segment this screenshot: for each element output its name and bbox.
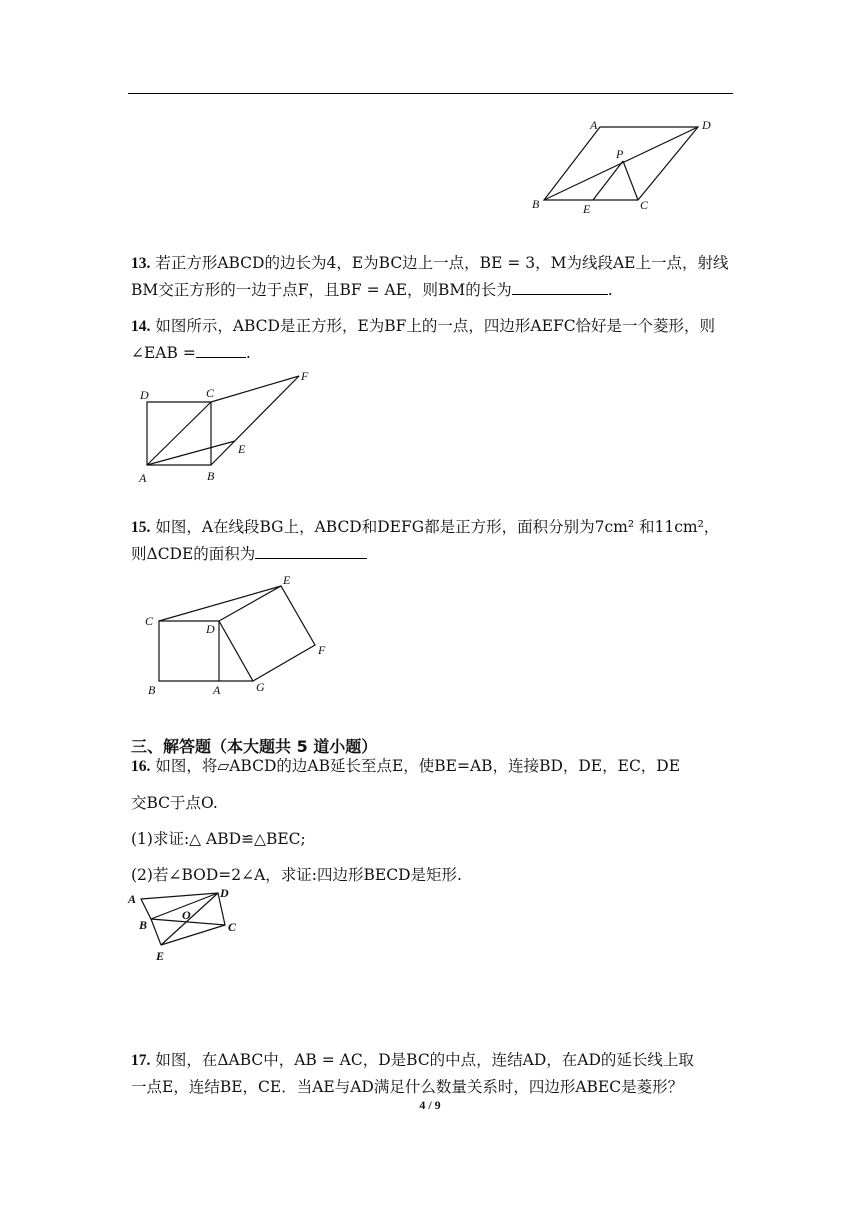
label-c: C [640, 198, 649, 212]
figure-parallelogram-abcd [530, 115, 720, 220]
question-13 [131, 250, 731, 303]
label-b: B [148, 683, 156, 697]
label-f: F [318, 643, 326, 657]
label-d: D [220, 886, 229, 900]
question-15 [131, 514, 731, 567]
question-part-2: (2)若∠BOD=2∠A，求证:四边形BECD是矩形. [131, 866, 462, 884]
label-c: C [228, 920, 237, 934]
section-title: 三、解答题（本大题共 5 道小题） [131, 737, 378, 756]
punctuation: . [607, 281, 613, 299]
question-16 [131, 754, 731, 887]
label-d: D [140, 388, 149, 402]
question-text-line1: 如图，在ΔABC中，AB = AC，D是BC的中点，连结AD，在AD的延长线上取 [155, 1051, 694, 1069]
label-p: P [616, 147, 624, 161]
label-e: E [283, 573, 291, 587]
label-a: A [590, 118, 598, 132]
question-number: 15. [131, 519, 151, 536]
question-14 [131, 313, 731, 366]
question-text-line2: 一点E，连结BE，CE．当AE与AD满足什么数量关系时，四边形ABEC是菱形？ [131, 1078, 684, 1096]
label-e: E [156, 949, 165, 963]
figure-parallelogram-becd [125, 885, 255, 965]
label-e: E [238, 442, 246, 456]
label-f: F [301, 369, 309, 383]
question-17 [131, 1047, 731, 1100]
answer-blank[interactable] [255, 542, 367, 559]
label-a: A [139, 471, 147, 485]
figure-square-rhombus [135, 368, 315, 488]
label-e: E [583, 202, 591, 216]
question-number: 14. [131, 318, 151, 335]
label-a: A [128, 892, 137, 906]
punctuation: . [245, 344, 251, 362]
label-d: D [206, 622, 215, 636]
page-number: 4 / 9 [419, 1098, 441, 1112]
question-text: 如图，A在线段BG上，ABCD和DEFG都是正方形，面积分别为7cm² 和11cm²，则ΔCDE的面积为 [131, 518, 720, 563]
label-d: D [702, 118, 711, 132]
label-b: B [139, 918, 148, 932]
answer-blank[interactable] [196, 341, 246, 358]
question-text-line1: 如图，将▱ABCD的边AB延长至点E，使BE=AB，连接BD，DE，EC，DE [155, 757, 681, 775]
question-number: 17. [131, 1052, 151, 1069]
label-b: B [207, 469, 215, 483]
question-text: 如图所示，ABCD是正方形，E为BF上的一点，四边形AEFC恰好是一个菱形，则∠EAB = [131, 317, 716, 362]
header-rule [128, 93, 733, 94]
label-g: G [256, 680, 265, 694]
label-o: O [182, 908, 191, 922]
question-number: 16. [131, 758, 151, 775]
label-c: C [206, 386, 215, 400]
label-a: A [213, 683, 221, 697]
question-text: 若正方形ABCD的边长为4，E为BC边上一点，BE = 3，M为线段AE上一点，射线BM交正方形的一边于点F，且BF = AE，则BM的长为 [131, 254, 729, 299]
question-number: 13. [131, 255, 151, 272]
label-c: C [145, 614, 154, 628]
question-text-line2: 交BC于点O. [131, 794, 218, 812]
question-part-1: (1)求证:△ ABD≌△BEC; [131, 830, 306, 848]
answer-blank[interactable] [512, 278, 608, 295]
label-b: B [532, 197, 540, 211]
figure-two-squares [140, 575, 340, 700]
